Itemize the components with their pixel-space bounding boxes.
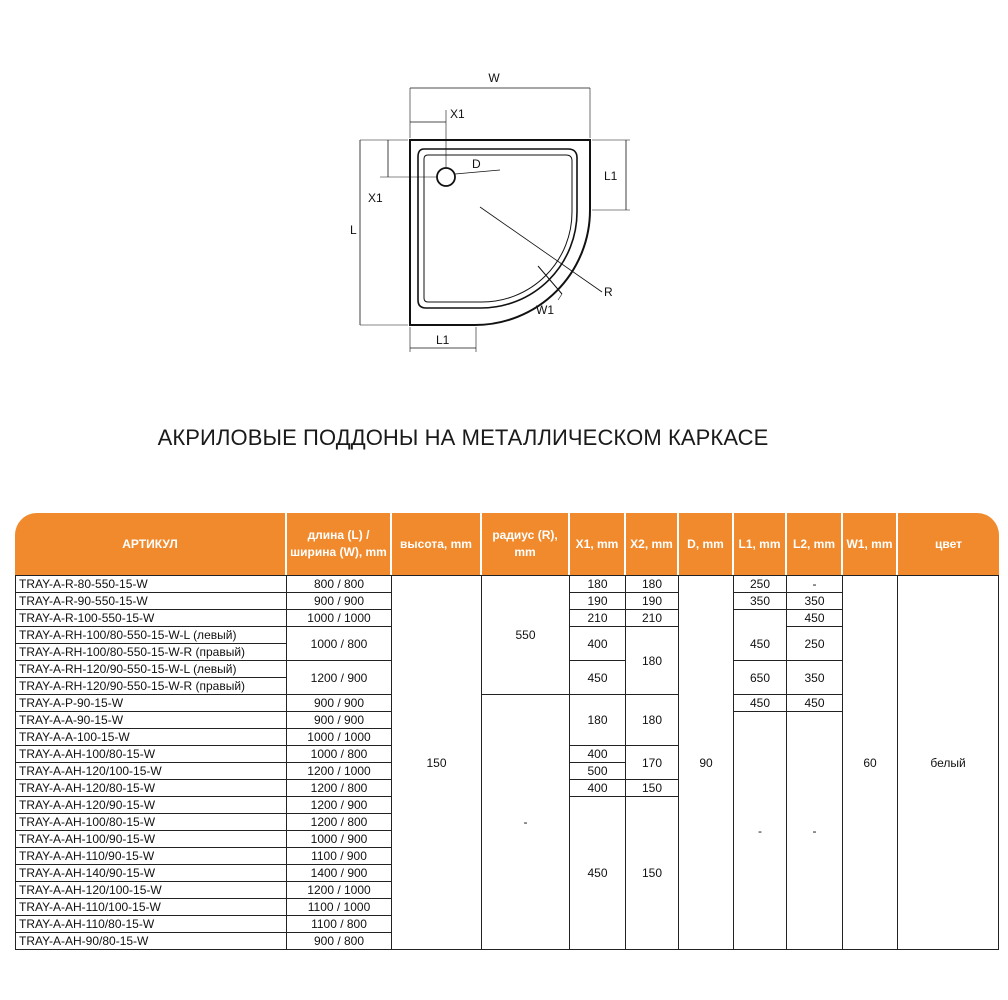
article-cell: TRAY-A-R-100-550-15-W [15,610,287,627]
size-cell: 1000 / 900 [287,831,392,848]
color-cell: белый [898,575,999,950]
label-l: L [350,223,357,237]
l1-cell: 250 [734,575,787,593]
article-cell: TRAY-A-A-100-15-W [15,729,287,746]
l2-cell: 450 [787,610,843,627]
header-radius: радиус (R), mm [482,513,570,575]
size-cell: 1000 / 1000 [287,610,392,627]
page-title: АКРИЛОВЫЕ ПОДДОНЫ НА МЕТАЛЛИЧЕСКОМ КАРКАСЕ [157,425,769,450]
article-cell: TRAY-A-RH-100/80-550-15-W-L (левый) [15,627,287,644]
header-height: высота, mm [392,513,482,575]
article-cell: TRAY-A-R-80-550-15-W [15,575,287,593]
l1-cell: 450 [734,627,787,661]
label-w1: W1 [536,303,554,317]
x2-cell: 170 [626,746,679,780]
x2-cell: 180 [626,695,679,746]
label-r: R [604,285,613,299]
l2-cell: - [787,712,843,950]
size-cell: 1100 / 800 [287,916,392,933]
label-x1-top: X1 [450,107,465,121]
size-cell: 1200 / 900 [287,661,392,695]
w1-cell: 60 [843,575,898,950]
tray-diagram [340,70,670,370]
size-cell: 900 / 900 [287,712,392,729]
table-header-row [15,513,999,575]
l2-cell: 350 [787,661,843,695]
l1-cell: 450 [734,695,787,712]
header-x1: X1, mm [570,513,626,575]
article-cell: TRAY-A-AH-120/100-15-W [15,882,287,899]
size-cell: 1200 / 900 [287,797,392,814]
l1-cell: 350 [734,593,787,610]
size-cell: 1000 / 1000 [287,729,392,746]
header-x2: X2, mm [626,513,679,575]
l1-cell: - [734,712,787,950]
article-cell: TRAY-A-RH-120/90-550-15-W-L (левый) [15,661,287,678]
size-cell: 1200 / 1000 [287,882,392,899]
x2-cell: 180 [626,627,679,695]
header-color: цвет [898,513,999,575]
x2-cell: 180 [626,575,679,593]
x1-cell: 210 [570,610,626,627]
size-cell: 1100 / 900 [287,848,392,865]
spec-table [15,513,999,950]
article-cell: TRAY-A-RH-100/80-550-15-W-R (правый) [15,644,287,661]
drain-hole [437,168,455,186]
size-cell: 1200 / 800 [287,814,392,831]
x2-cell: 190 [626,593,679,610]
x1-cell: 180 [570,695,626,746]
radius-cell: - [482,695,570,950]
size-cell: 1100 / 1000 [287,899,392,916]
l1-cell: 650 [734,661,787,695]
x1-cell: 190 [570,593,626,610]
label-d: D [472,157,481,171]
article-cell: TRAY-A-R-90-550-15-W [15,593,287,610]
label-l1-bottom: L1 [436,333,450,347]
article-cell: TRAY-A-AH-100/80-15-W [15,746,287,763]
size-cell: 800 / 800 [287,575,392,593]
size-cell: 900 / 900 [287,695,392,712]
article-cell: TRAY-A-AH-90/80-15-W [15,933,287,950]
x2-cell: 210 [626,610,679,627]
l2-cell: 350 [787,593,843,610]
size-cell: 1400 / 900 [287,865,392,882]
article-cell: TRAY-A-AH-120/80-15-W [15,780,287,797]
article-cell: TRAY-A-AH-100/90-15-W [15,831,287,848]
article-cell: TRAY-A-AH-120/100-15-W [15,763,287,780]
x1-cell: 400 [570,780,626,797]
x1-cell: 450 [570,661,626,695]
size-cell: 1000 / 800 [287,627,392,661]
l2-cell: 250 [787,627,843,661]
header-l1: L1, mm [734,513,787,575]
size-cell: 900 / 900 [287,593,392,610]
article-cell: TRAY-A-AH-110/100-15-W [15,899,287,916]
size-cell: 1000 / 800 [287,746,392,763]
size-cell: 900 / 800 [287,933,392,950]
label-x1-left: X1 [368,191,383,205]
x1-cell: 400 [570,746,626,763]
header-size: длина (L) / ширина (W), mm [287,513,392,575]
l2-cell: - [787,575,843,593]
x2-cell: 150 [626,780,679,797]
article-cell: TRAY-A-AH-140/90-15-W [15,865,287,882]
x1-cell: 450 [570,797,626,950]
article-cell: TRAY-A-AH-100/80-15-W [15,814,287,831]
size-cell: 1200 / 1000 [287,763,392,780]
l2-cell: 450 [787,695,843,712]
article-cell: TRAY-A-AH-120/90-15-W [15,797,287,814]
tray-outer-outline [410,140,590,325]
article-cell: TRAY-A-AH-110/90-15-W [15,848,287,865]
spec-table-wrap [15,513,999,950]
height-cell: 150 [392,575,482,950]
x2-cell: 150 [626,797,679,950]
article-cell: TRAY-A-AH-110/80-15-W [15,916,287,933]
d-cell: 90 [679,575,734,950]
radius-cell: 550 [482,575,570,695]
header-w1: W1, mm [843,513,898,575]
article-cell: TRAY-A-P-90-15-W [15,695,287,712]
label-l1-right: L1 [604,169,618,183]
label-w: W [488,71,500,85]
header-l2: L2, mm [787,513,843,575]
header-article: АРТИКУЛ [15,513,287,575]
article-cell: TRAY-A-RH-120/90-550-15-W-R (правый) [15,678,287,695]
article-cell: TRAY-A-A-90-15-W [15,712,287,729]
table-row [15,575,999,593]
x1-cell: 180 [570,575,626,593]
x1-cell: 400 [570,627,626,661]
x1-cell: 500 [570,763,626,780]
size-cell: 1200 / 800 [287,780,392,797]
l1-cell [734,610,787,627]
header-d: D, mm [679,513,734,575]
